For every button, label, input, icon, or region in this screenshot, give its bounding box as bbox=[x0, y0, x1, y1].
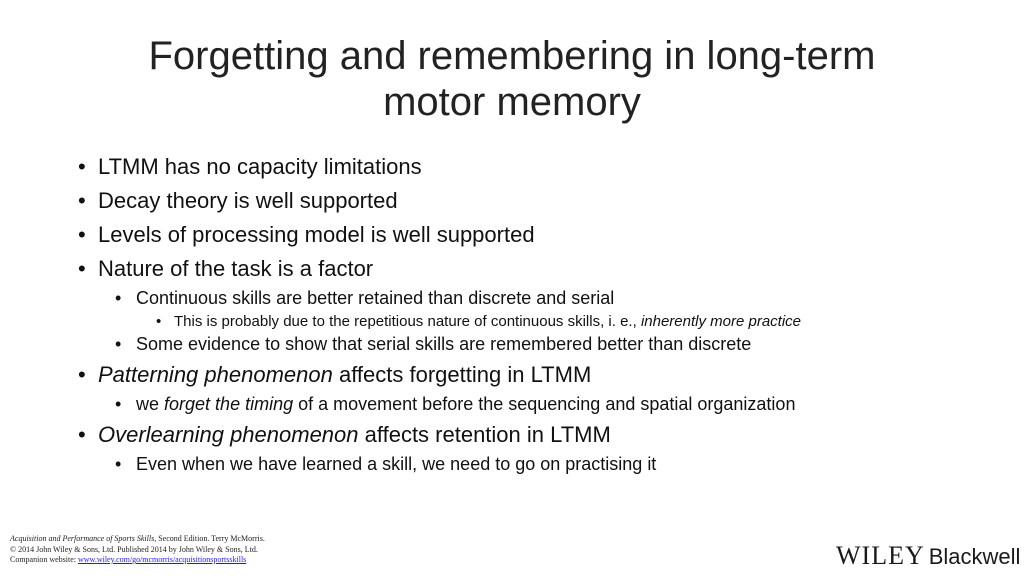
patterning-italic: Patterning phenomenon bbox=[98, 362, 333, 387]
companion-website-link[interactable]: www.wiley.com/go/mcmorris/acquisitionsportsskills bbox=[78, 555, 247, 564]
bullet-ltmm-capacity: • LTMM has no capacity limitations bbox=[78, 152, 978, 182]
bullet-levels-of-processing: • Levels of processing model is well supported bbox=[78, 220, 978, 250]
citation-book-line bbox=[10, 534, 370, 545]
bullet-patterning-phenomenon bbox=[78, 360, 978, 390]
wiley-blackwell-logo bbox=[836, 543, 1020, 573]
sub-bullet-forget-timing bbox=[78, 392, 978, 416]
sub-bullet-continuous-skills: • Continuous skills are better retained than discrete and serial bbox=[78, 286, 978, 310]
citation-companion-line bbox=[10, 555, 370, 566]
book-edition-author: , Second Edition. Terry McMorris. bbox=[154, 534, 265, 543]
slide-title-line-2: motor memory bbox=[383, 80, 641, 124]
patterning-text: affects forgetting in LTMM bbox=[338, 362, 592, 387]
citation-copyright: © 2014 John Wiley & Sons, Ltd. Published 2014 by John Wiley & Sons, Ltd. bbox=[10, 544, 258, 554]
forget-timing-pre: we bbox=[136, 394, 160, 414]
bullet-decay-theory: • Decay theory is well supported bbox=[78, 186, 978, 216]
forget-timing-post: of a movement before the sequencing and spatial organization bbox=[298, 394, 796, 414]
overlearning-text: affects retention in LTMM bbox=[364, 422, 611, 447]
book-title: Acquisition and Performance of Sports Skills bbox=[10, 534, 155, 543]
slide-title-line-1: Forgetting and remembering in long-term bbox=[148, 34, 876, 78]
repetitious-text: This is probably due to the repetitious nature of continuous skills, i. e., bbox=[174, 313, 637, 330]
slide-title bbox=[60, 33, 964, 125]
forget-timing-italic: forget the timing bbox=[164, 394, 294, 414]
citation-footer bbox=[10, 534, 370, 566]
logo-wiley: WILEY bbox=[836, 541, 925, 570]
bullet-nature-of-task: • Nature of the task is a factor bbox=[78, 254, 978, 284]
inherently-more-practice-italic: inherently more practice bbox=[640, 313, 802, 330]
companion-label: Companion website: bbox=[10, 555, 76, 564]
sub-bullet-keep-practising: • Even when we have learned a skill, we need to go on practising it bbox=[78, 452, 978, 476]
sub-bullet-serial-skills: • Some evidence to show that serial skills are remembered better than discrete bbox=[78, 332, 978, 356]
bullet-list bbox=[78, 152, 978, 476]
logo-blackwell: Blackwell bbox=[928, 544, 1021, 569]
overlearning-italic: Overlearning phenomenon bbox=[98, 422, 359, 447]
sub-sub-bullet-repetitious-nature bbox=[78, 313, 978, 330]
bullet-overlearning-phenomenon bbox=[78, 420, 978, 450]
